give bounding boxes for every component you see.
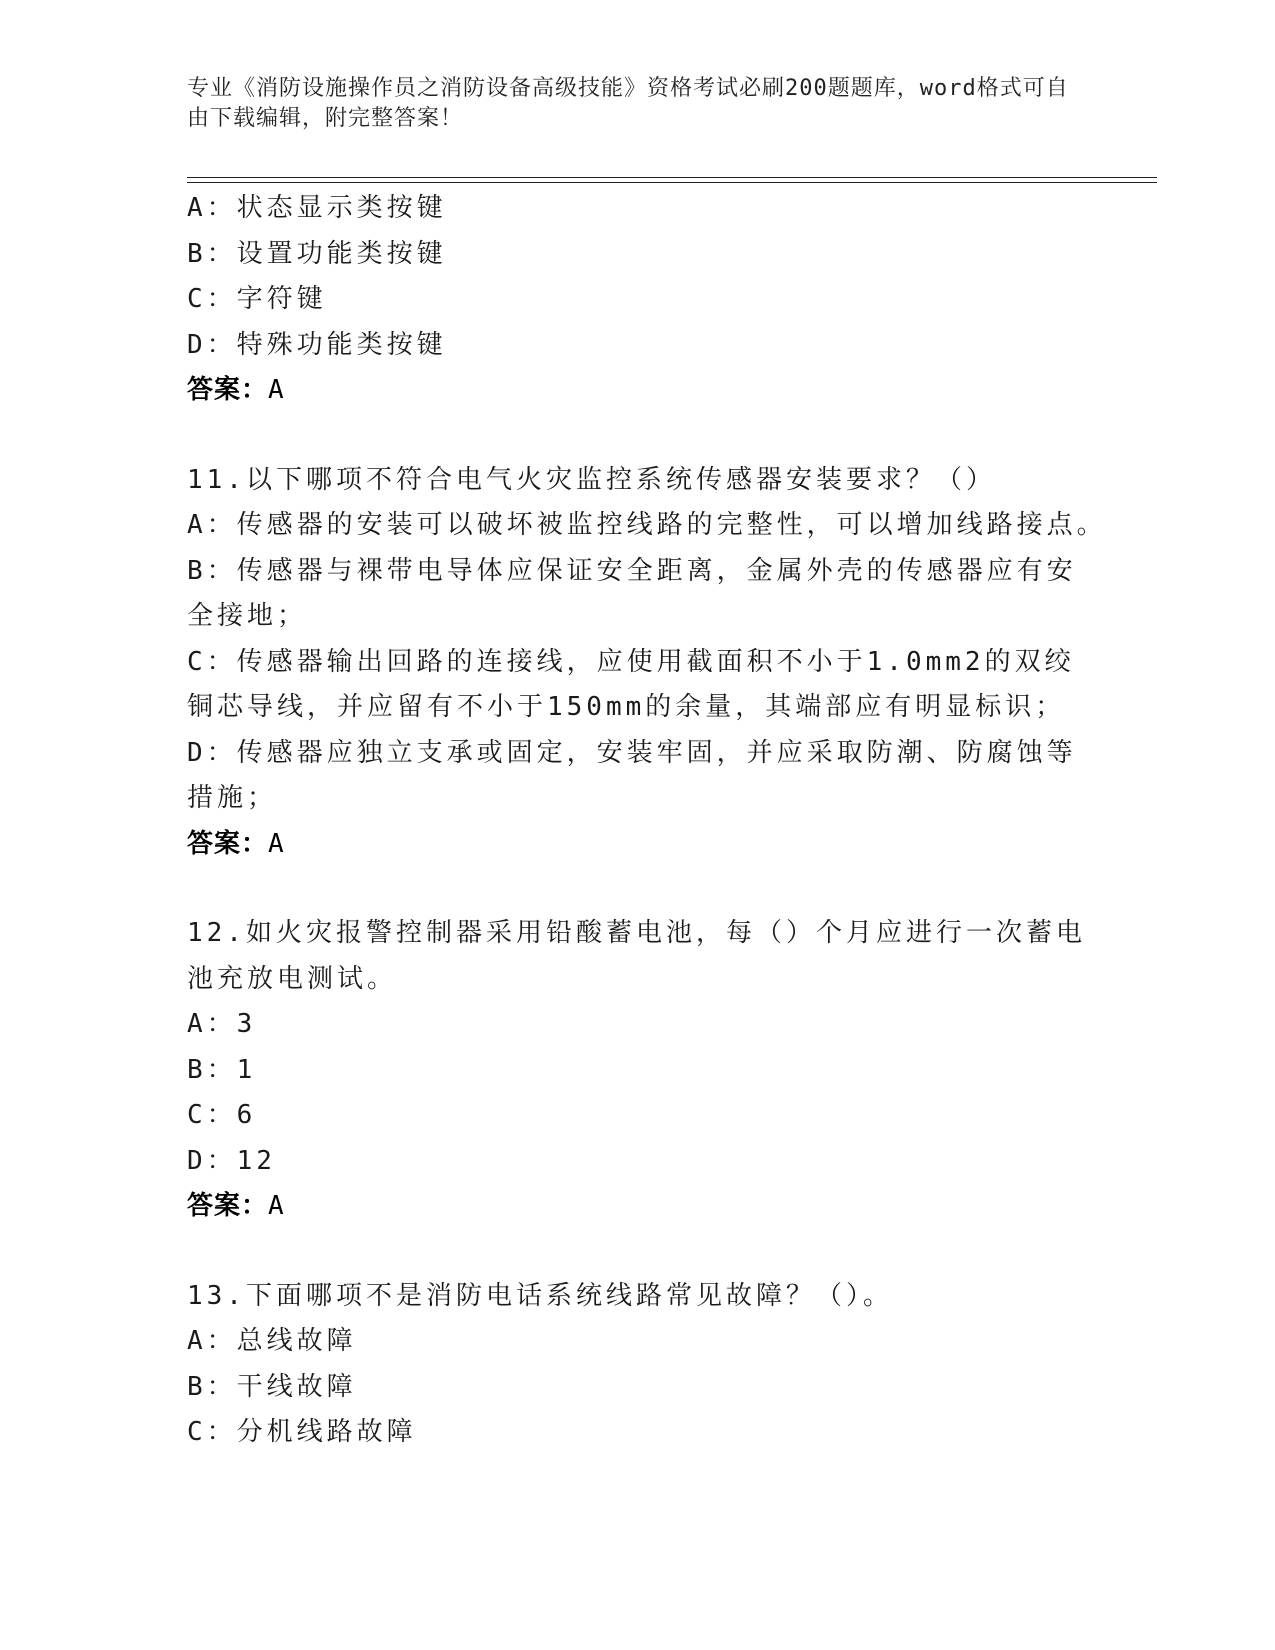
option-b: B：设置功能类按键 [187,238,447,269]
option-b: B：干线故障 [187,1371,357,1402]
option-c: C：6 [187,1100,257,1130]
option-c: C：分机线路故障 [187,1417,417,1447]
question-11 [187,458,1107,868]
option-a: A：状态显示类按键 [187,193,447,223]
header-divider [187,177,1157,183]
answer-value: A [268,828,285,859]
option-d: D：传感器应独立支承或固定，安装牢固，并应采取防潮、防腐蚀等措施； [187,737,1077,813]
question-stem: 12.如火灾报警控制器采用铅酸蓄电池，每（）个月应进行一次蓄电池充放电测试。 [187,918,1086,994]
answer-value: A [268,1191,285,1221]
answer-label: 答案： [187,375,269,405]
option-d: D：特殊功能类按键 [187,329,447,360]
option-b: B：1 [187,1054,257,1085]
question-list [187,186,1107,1456]
option-a: A：传感器的安装可以破坏被监控线路的完整性，可以增加线路接点。 [187,510,1107,540]
option-a: A：3 [187,1009,257,1039]
option-c: C：字符键 [187,284,327,314]
answer-value: A [268,375,285,405]
question-stem: 13.下面哪项不是消防电话系统线路常见故障？（）。 [187,1280,893,1311]
answer-label: 答案： [187,828,269,859]
option-d: D：12 [187,1145,276,1176]
option-c: C：传感器输出回路的连接线，应使用截面积不小于1.0mm2的双绞铜芯导线，并应留有不小于150mm的余量，其端部应有明显标识； [187,646,1075,722]
option-b: B：传感器与裸带电导体应保证安全距离，金属外壳的传感器应有安全接地； [187,555,1077,631]
answer-label: 答案： [187,1191,269,1221]
answer-line [187,1184,1087,1230]
question-12 [187,911,1087,1230]
question-10 [187,186,1087,414]
header-text: 专业《消防设施操作员之消防设备高级技能》资格考试必刷200题题库，word格式可自由下载编辑，附完整答案！ [187,76,1069,131]
question-13 [187,1274,1087,1456]
option-a: A：总线故障 [187,1326,357,1356]
document-header [187,74,1087,134]
answer-line [187,822,1087,868]
answer-line [187,368,1087,414]
question-stem: 11.以下哪项不符合电气火灾监控系统传感器安装要求？（） [187,464,996,495]
